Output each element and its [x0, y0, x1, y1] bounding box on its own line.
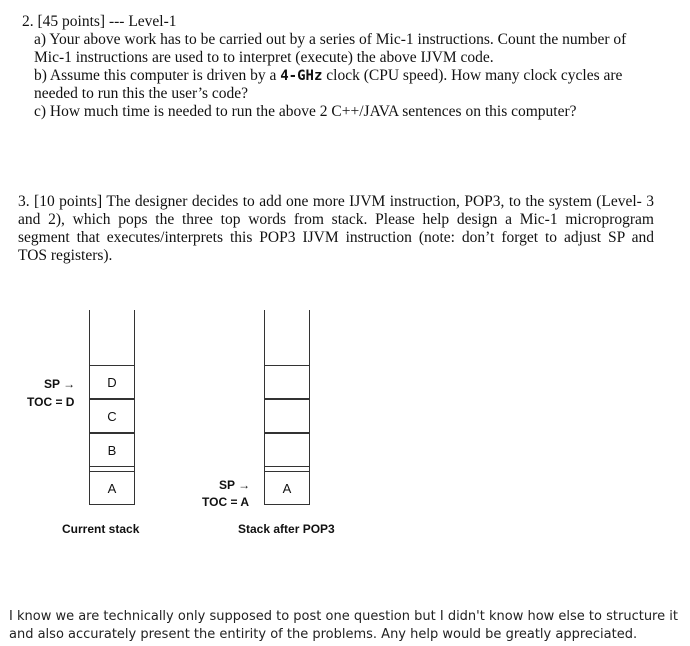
q3-line4: TOS registers). — [18, 247, 113, 264]
q2-title: 2. [45 points] --- Level-1 — [22, 13, 177, 30]
after-stack-cell-4: A — [265, 471, 309, 505]
q2-part-b-pre: b) Assume this computer is driven by a — [34, 67, 277, 84]
q2-part-b-line1 — [34, 67, 622, 85]
current-stack-caption: Current stack — [62, 522, 140, 536]
q2-part-b-line2: needed to run this the user’s code? — [34, 85, 249, 102]
q2-part-c-line1: c) How much time is needed to run the above 2 C++/JAVA sentences on this computer? — [34, 103, 577, 120]
q3-line1: 3. [10 points] The designer decides to add one more IJVM instruction, POP3, to the system (Level- 3 — [18, 193, 654, 210]
current-stack-cell-1: D — [90, 365, 134, 399]
current-toc-label: TOC = D — [27, 395, 75, 409]
q2-part-a-line2: Mic-1 instructions are used to to interpret (execute) the above IJVM code. — [34, 49, 494, 66]
current-stack-cell-4: A — [90, 471, 134, 505]
after-stack — [264, 310, 310, 505]
user-note-line2: and also accurately present the entirity of the problems. Any help would be greatly appreciated. — [9, 627, 638, 642]
after-sp-label: SP → — [219, 478, 251, 492]
current-sp-label: SP → — [44, 377, 76, 391]
current-stack — [89, 310, 135, 505]
current-stack-cell-3: B — [90, 433, 134, 467]
q3-line3: segment that executes/interprets this POP3 IJVM instruction (note: don’t forget to adjust SP and — [18, 229, 654, 246]
user-note-line1: I know we are technically only supposed to post one question but I didn't know how else to structure it — [9, 609, 678, 624]
q2-part-b-post: clock (CPU speed). How many clock cycles are — [326, 67, 623, 84]
q2-part-a-line1: a) Your above work has to be carried out by a series of Mic-1 instructions. Count the number of — [34, 31, 627, 48]
current-stack-cell-2: C — [90, 399, 134, 433]
after-stack-cell-2 — [265, 399, 309, 433]
q3-line2: and 2), which pops the three top words from stack. Please help design a Mic-1 microprogram — [18, 211, 654, 228]
after-stack-caption: Stack after POP3 — [238, 522, 335, 536]
after-stack-cell-3 — [265, 433, 309, 467]
q2-clock-speed: 4-GHz — [280, 68, 323, 84]
after-stack-cell-1 — [265, 365, 309, 399]
after-toc-label: TOC = A — [202, 495, 250, 509]
